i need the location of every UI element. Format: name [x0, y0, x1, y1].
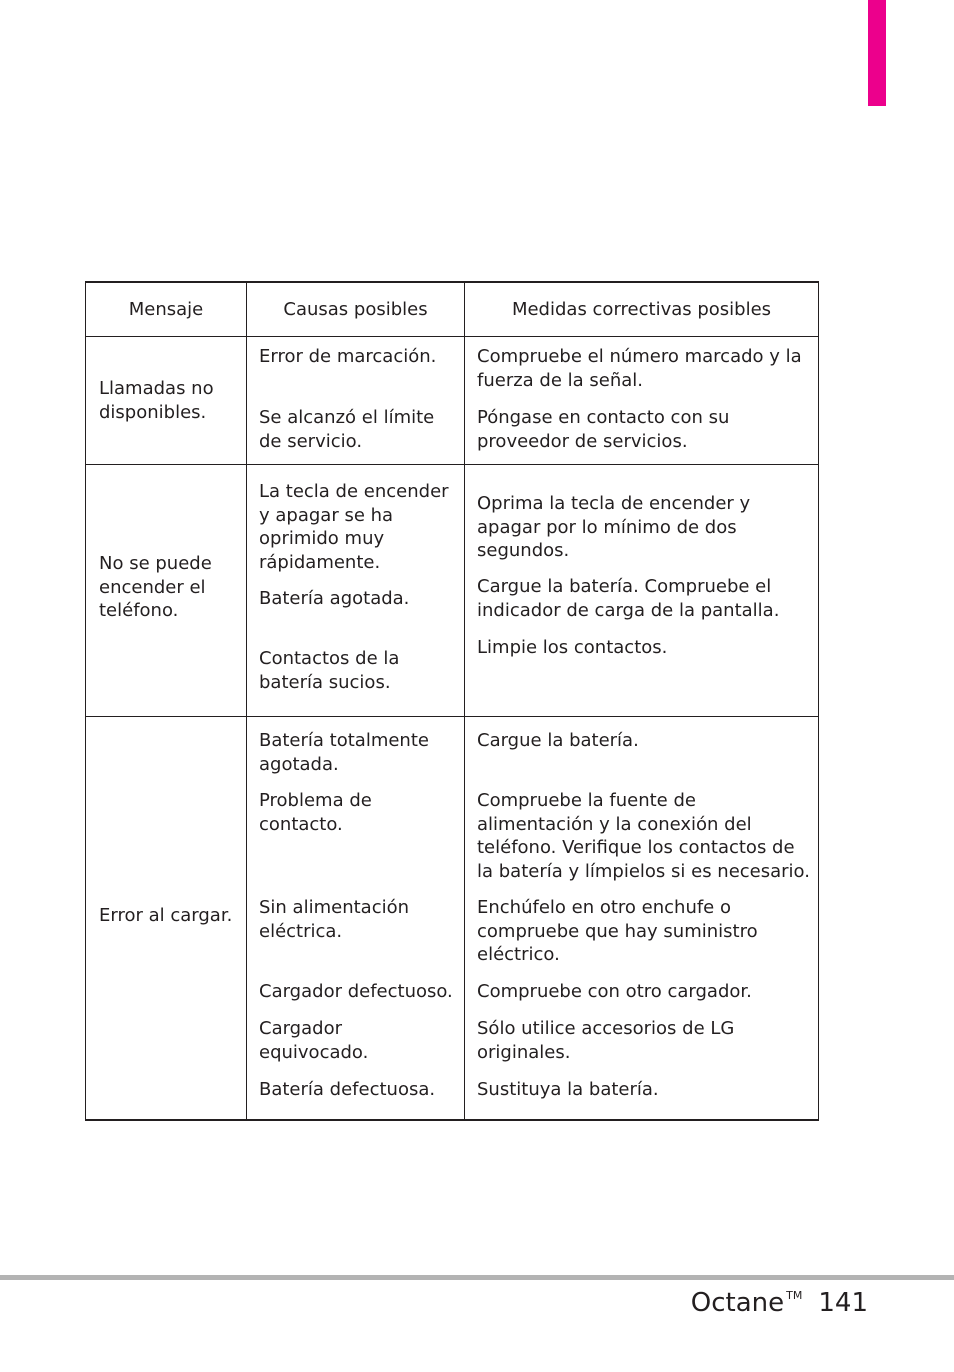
section-tab-marker — [868, 0, 886, 106]
table-row — [86, 465, 818, 717]
action-item: Compruebe el número marcado y la fuerza de la señal. — [477, 346, 802, 391]
actions-cell — [465, 337, 818, 464]
actions-cell — [465, 465, 818, 716]
cause-item: Cargador defectuoso. — [259, 981, 453, 1002]
cause-item: Problema de contacto. — [259, 790, 372, 835]
page-footer — [691, 1288, 868, 1318]
header-message: Mensaje — [86, 283, 247, 336]
causes-cell — [247, 337, 465, 464]
cause-item: Sin alimentación eléctrica. — [259, 897, 410, 942]
cause-item: Batería totalmente agotada. — [259, 730, 429, 775]
causes-cell — [247, 717, 465, 1119]
action-item: Cargue la batería. — [477, 730, 639, 751]
action-item: Sólo utilice accesorios de LG originales. — [477, 1018, 735, 1063]
cause-item: Contactos de la batería sucios. — [259, 648, 400, 693]
action-item: Cargue la batería. Compruebe el indicador de carga de la pantalla. — [477, 576, 780, 621]
action-item: Limpie los contactos. — [477, 637, 668, 658]
action-item: Oprima la tecla de encender y apagar por lo mínimo de dos segundos. — [477, 493, 751, 561]
cause-item: Se alcanzó el límite de servicio. — [259, 407, 435, 452]
cause-item: Cargador equivocado. — [259, 1018, 369, 1063]
footer-rule — [0, 1275, 954, 1280]
table-header-row — [86, 283, 818, 337]
page-number: 141 — [818, 1288, 868, 1318]
action-item: Compruebe con otro cargador. — [477, 981, 752, 1002]
action-item: Póngase en contacto con su proveedor de servicios. — [477, 407, 730, 452]
action-item: Enchúfelo en otro enchufe o compruebe que hay suministro eléctrico. — [477, 897, 758, 965]
troubleshooting-table — [85, 281, 819, 1121]
cause-item: Batería agotada. — [259, 588, 410, 609]
header-actions: Medidas correctivas posibles — [511, 298, 772, 320]
message-cell — [86, 717, 247, 1119]
message-text: Llamadas no disponibles. — [99, 378, 214, 423]
cause-item: La tecla de encender y apagar se ha oprimido muy rápidamente. — [259, 481, 449, 573]
message-text: No se puede encender el teléfono. — [99, 553, 212, 621]
cause-item: Error de marcación. — [259, 346, 437, 367]
cause-item: Batería defectuosa. — [259, 1079, 436, 1100]
trademark-mark: TM — [786, 1289, 803, 1302]
table-row — [86, 337, 818, 465]
message-cell — [86, 337, 247, 464]
action-item: Compruebe la fuente de alimentación y la conexión del teléfono. Verifique los contactos de la batería y límpielos si es necesario. — [477, 790, 810, 882]
message-text: Error al cargar. — [99, 905, 233, 926]
table-row — [86, 717, 818, 1119]
actions-cell — [465, 717, 818, 1119]
message-cell — [86, 465, 247, 716]
action-item: Sustituya la batería. — [477, 1079, 659, 1100]
product-name: Octane — [690, 1288, 785, 1318]
causes-cell — [247, 465, 465, 716]
header-causes: Causas posibles — [247, 283, 465, 336]
